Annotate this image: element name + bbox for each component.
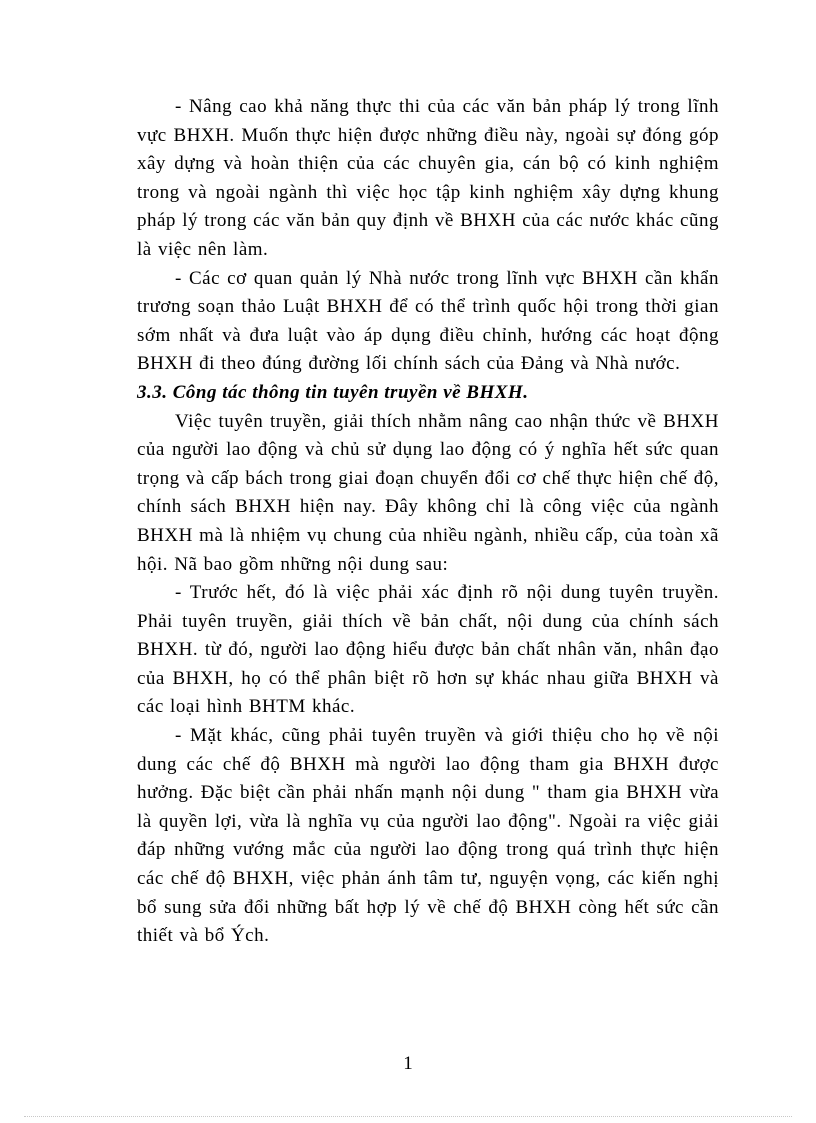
paragraph-state-agencies: - Các cơ quan quản lý Nhà nước trong lĩnh vực BHXH cần khẩn trương soạn thảo Luật BHXH để có thể trình quốc hội trong thời gian sớm nhất và đưa luật vào áp dụng điều chỉnh, hướng các hoạt động BHXH đi theo đúng đường lối chính sách của Đảng và Nhà nước. bbox=[137, 267, 719, 375]
page-body bbox=[137, 93, 719, 951]
paragraph-content-determination: - Trước hết, đó là việc phải xác định rõ nội dung tuyên truyền. Phải tuyên truyền, giải thích về bản chất, nội dung của chính sách BHXH. từ đó, người lao động hiểu được bản chất nhân văn, nhân đạo của BHXH, họ có thể phân biệt rõ hơn sự khác nhau giữa BHXH và các loại hình BHTM khác. bbox=[137, 582, 719, 718]
paragraph-regime-introduction: - Mặt khác, cũng phải tuyên truyền và giới thiệu cho họ về nội dung các chế độ BHXH mà người lao động tham gia BHXH được hưởng. Đặc biệt cần phải nhấn mạnh nội dung " tham gia BHXH vừa là quyền lợi, vừa là nghĩa vụ của người lao động". Ngoài ra việc giải đáp những vướng mắc của người lao động trong quá trình thực hiện các chế độ BHXH, việc phản ánh tâm tư, nguyện vọng, các kiến nghị bổ sung sửa đổi những bất hợp lý về chế độ BHXH còng hết sức cần thiết và bổ Ých. bbox=[137, 725, 719, 947]
page-number: 1 bbox=[403, 1053, 413, 1074]
paragraph-propaganda-intro: Việc tuyên truyền, giải thích nhằm nâng cao nhận thức về BHXH của người lao động và chủ sử dụng lao động có ý nghĩa hết sức quan trọng và cấp bách trong giai đoạn chuyển đổi cơ chế thực hiện chế độ, chính sách BHXH hiện nay. Đây không chỉ là công việc của ngành BHXH mà là nhiệm vụ chung của nhiều ngành, nhiều cấp, của toàn xã hội. Nã bao gồm những nội dung sau: bbox=[137, 410, 719, 575]
section-heading: 3.3. Công tác thông tin tuyên truyền về BHXH. bbox=[137, 381, 529, 403]
paragraph-legal-capacity: - Nâng cao khả năng thực thi của các văn bản pháp lý trong lĩnh vực BHXH. Muốn thực hiện được những điều này, ngoài sự đóng góp xây dựng và hoàn thiện của các chuyên gia, cán bộ có kinh nghiệm trong và ngoài ngành thì việc học tập kinh nghiệm xây dựng khung pháp lý trong các văn bản quy định về BHXH của các nước khác cũng là việc nên làm. bbox=[137, 96, 719, 260]
page-bottom-divider bbox=[24, 1116, 792, 1117]
